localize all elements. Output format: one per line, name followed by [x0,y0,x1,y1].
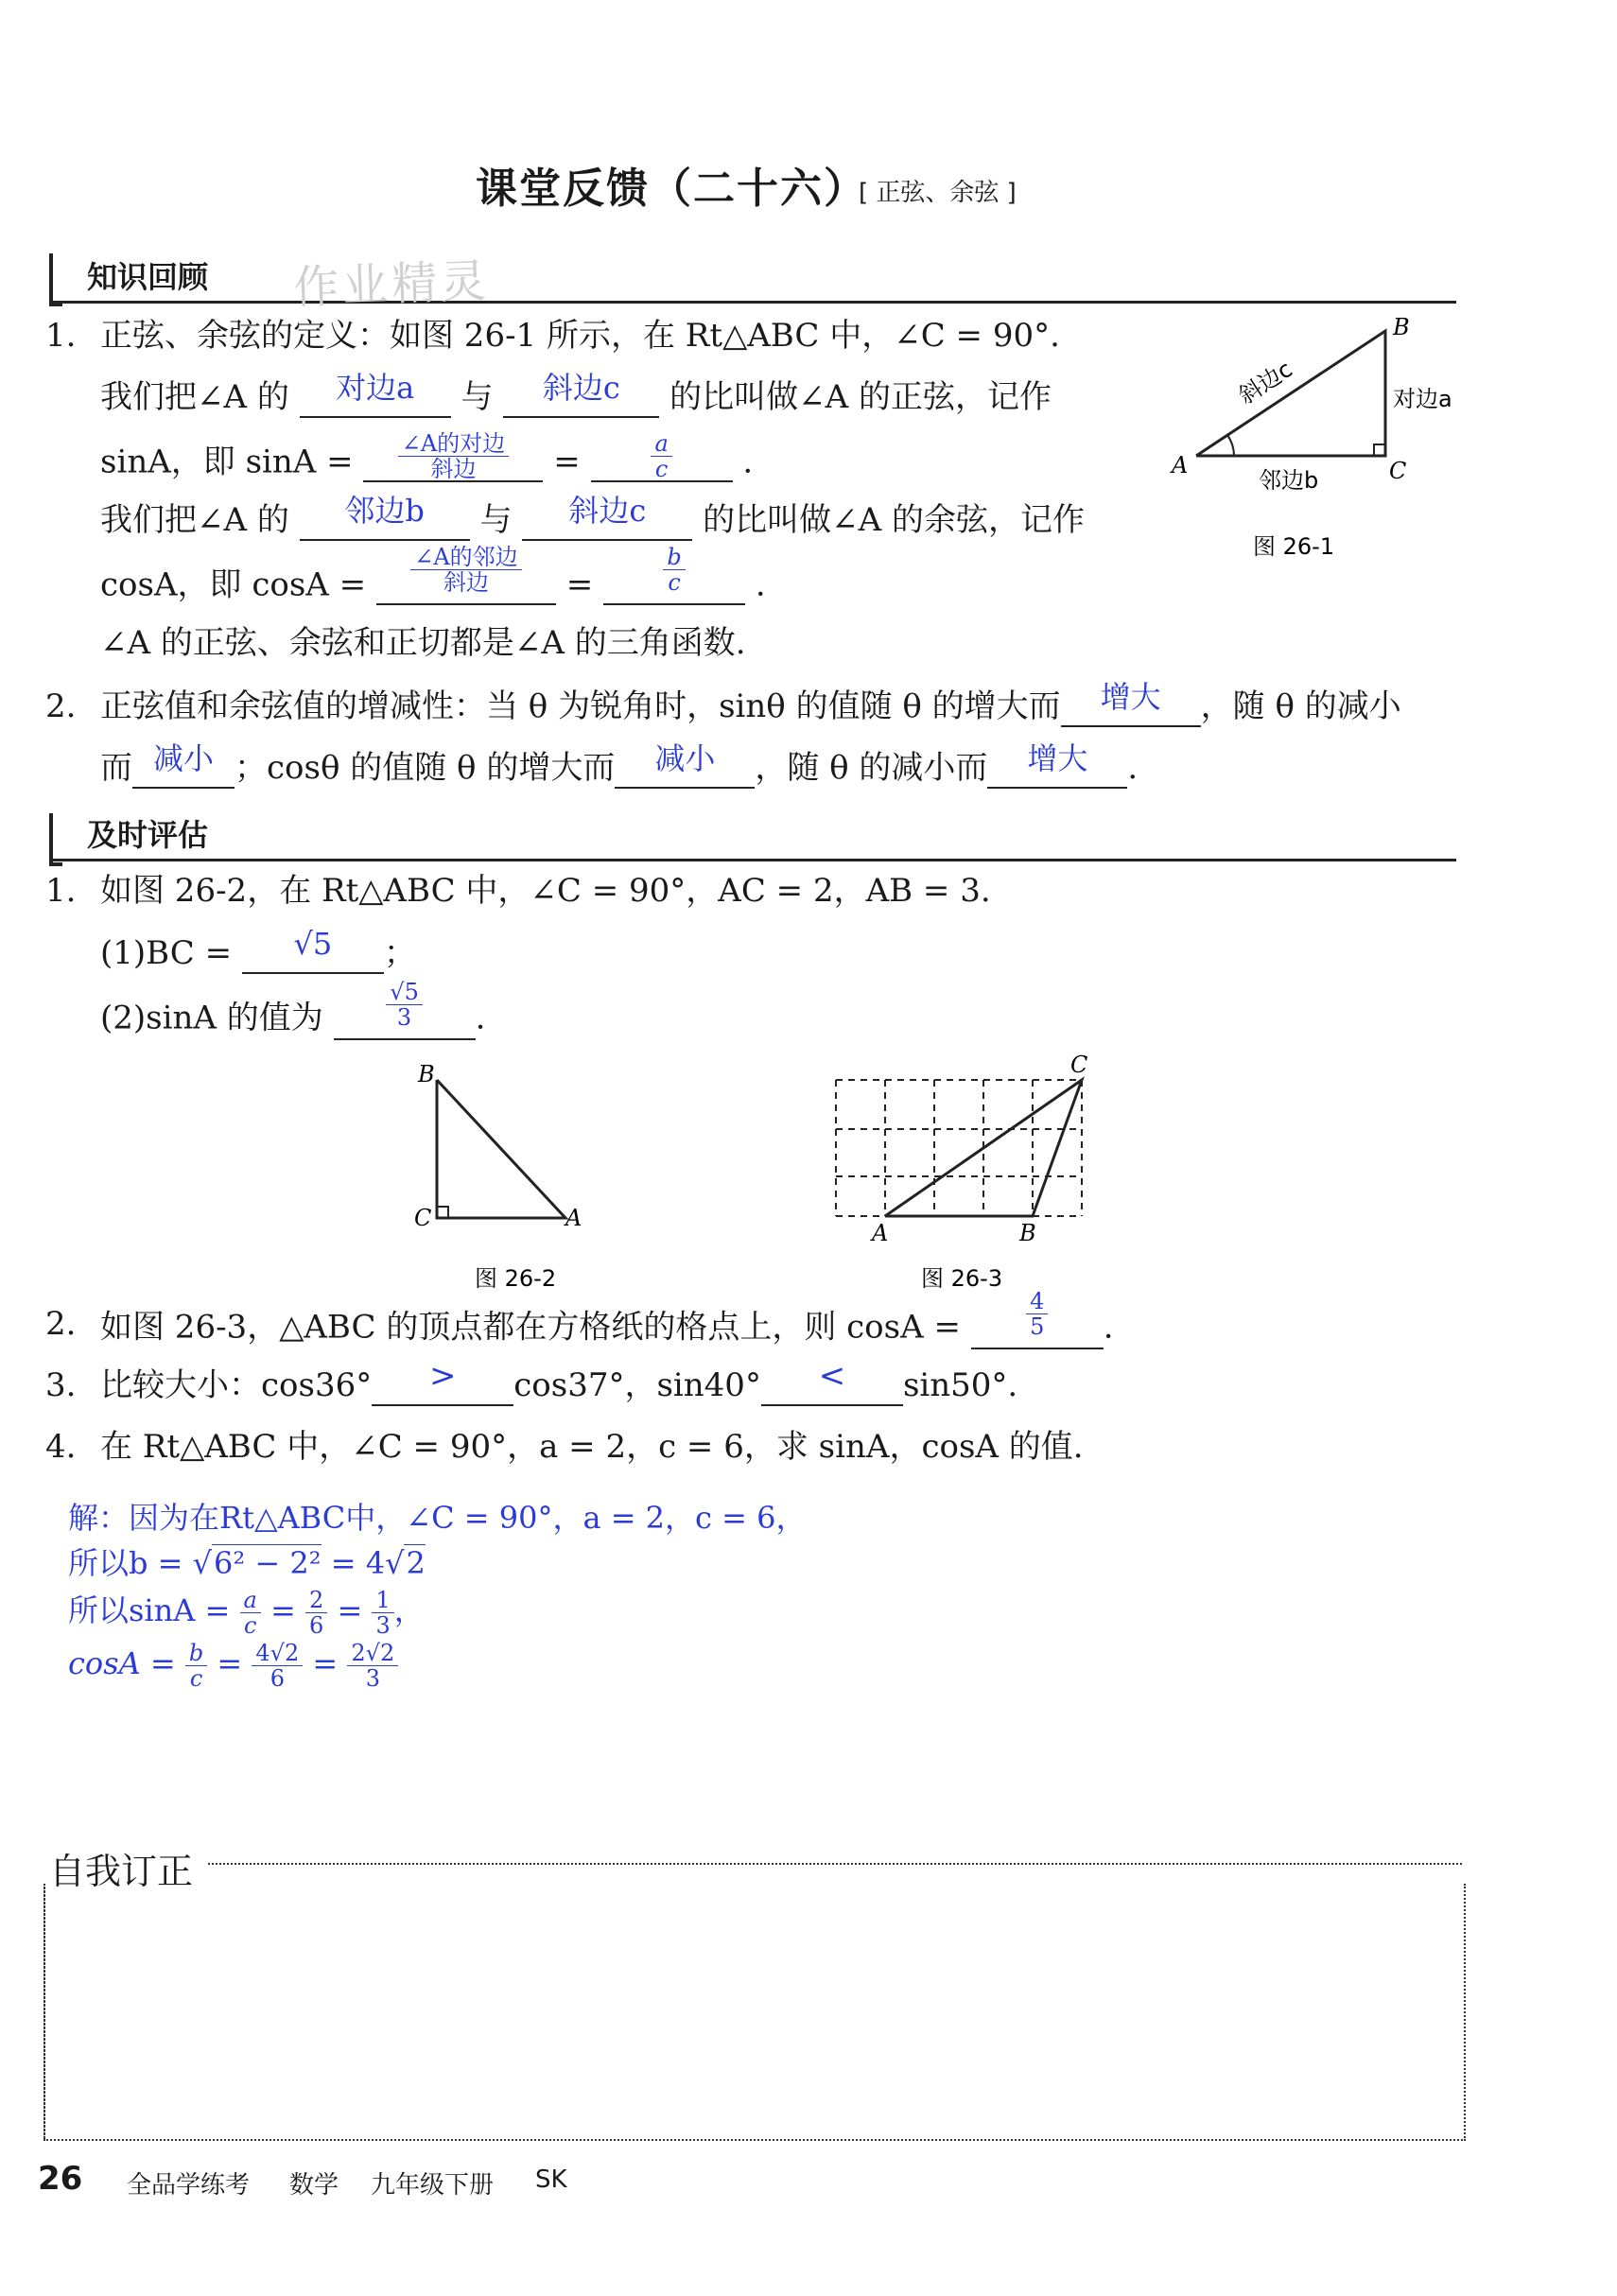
review-q2-line1: 正弦值和余弦值的增减性：当 θ 为锐角时，sinθ 的值随 θ 的增大而 增大 ，随 θ 的减小 [100,679,1401,725]
review-q1-summary: ∠A 的正弦、余弦和正切都是∠A 的三角函数. [100,624,746,662]
assess-q1-text: 如图 26-2，在 Rt△ABC 中，∠C = 90°，AC = 2，AB = 3. [100,872,991,910]
fig1-opp-label: 对边a [1393,386,1452,412]
figure-26-2 [407,1059,596,1296]
cos-formula-line: cosA，即 cosA = $\frac{\text{∠A的邻边}}{\text{斜边}}$ = $\frac{b}{c}$ . [100,544,766,604]
review-q2-num: 2. [45,687,77,725]
correction-box-left [43,1884,45,2139]
answer-blank-increase: 增大 [1100,679,1161,715]
cos-answer-fraction: $\frac{b}{c}$ [663,546,685,594]
page-title: 课堂反馈（二十六） [476,165,867,213]
section-title-correction: 自我订正 [49,1851,194,1892]
answer-blank-decrease2: 减小 [654,740,716,776]
fig1-label-A: A [1172,452,1189,478]
solution-line4: cosA = $\frac{b}{c}$ = $\frac{4√2}{6}$ = $\frac{2√2}{3}$ [68,1642,398,1690]
section-marker [49,253,62,306]
sin-def-line: 我们把∠A 的 对边a 与 斜边c 的比叫做∠A 的正弦，记作 [100,370,1052,416]
assess-q1-num: 1. [45,872,77,910]
section-title-assess: 及时评估 [87,817,209,853]
assess-q2-num: 2. [45,1305,77,1343]
answer-blank-hyp2: 斜边c [568,493,647,529]
solution-line3: 所以sinA = $\frac{a}{c}$ = $\frac{2}{6}$ = $\frac{1}{3}$ ， [68,1587,425,1639]
answer-blank-compare1: > [428,1357,457,1395]
assess-q2-line: 如图 26-3，△ABC 的顶点都在方格纸的格点上，则 cosA = $\frac{4}{5}$ . [100,1305,1114,1355]
answer-blank-adj: 邻边b [344,493,425,529]
answer-blank-bc: √5 [293,926,333,962]
answer-blank-compare2: < [818,1357,846,1395]
sin-ratio-fraction: $\frac{\text{∠A的对边}}{\text{斜边}}$ [398,432,509,480]
assess-q3-num: 3. [45,1366,77,1404]
fig3-label-B: B [1019,1220,1036,1246]
book-name: 全品学练考 [127,2171,251,2200]
watermark: 作业精灵 [292,254,492,315]
review-q1-num: 1. [45,317,77,355]
figure-26-1 [1158,312,1470,567]
cos-def-line: 我们把∠A 的 邻边b 与 斜边c 的比叫做∠A 的余弦，记作 [100,493,1085,539]
grade: 九年级下册 [371,2171,495,2200]
fig1-hyp-label: 斜边c [1234,356,1297,410]
fig3-caption: 图 26-3 [921,1265,1003,1292]
assess-q4-num: 4. [45,1428,77,1466]
fig1-label-C: C [1389,458,1407,484]
review-q2-line2: 而 减小 ；cosθ 的值随 θ 的增大而 减小 ，随 θ 的减小而 增大 . [100,740,1139,787]
fig2-label-B: B [418,1061,435,1087]
fig2-label-C: C [414,1205,432,1231]
solution-line1: 解：因为在Rt△ABC中，∠C = 90°，a = 2，c = 6， [68,1500,807,1536]
assess-q1-part1: (1)BC = √5 ； [100,926,416,972]
section-rule [49,301,1456,304]
figure-26-3 [823,1050,1106,1296]
subject: 数学 [289,2171,339,2200]
section-title-review: 知识回顾 [87,259,209,295]
page-number: 26 [38,2160,83,2198]
fig2-caption: 图 26-2 [475,1265,557,1292]
fig1-caption: 图 26-1 [1253,533,1335,560]
sin-answer-fraction: $\frac{a}{c}$ [651,432,671,480]
fig1-adj-label: 邻边b [1259,467,1319,494]
fig1-label-B: B [1393,314,1410,340]
sin-formula-line: sinA，即 sinA = $\frac{\text{∠A的对边}}{\text{斜边}}$ = $\frac{a}{c}$ . [100,430,754,482]
correction-box[interactable] [43,1884,1466,2141]
correction-top-rule [208,1863,1462,1865]
answer-blank-hyp: 斜边c [542,370,620,406]
section-rule [49,859,1456,861]
fig2-label-A: A [565,1205,582,1231]
review-q1-intro: 正弦、余弦的定义：如图 26-1 所示，在 Rt△ABC 中，∠C = 90°. [100,317,1060,355]
assess-q1-part2: (2)sinA 的值为 $\frac{√5}{3}$ . [100,996,485,1046]
cos-ratio-fraction: $\frac{\text{∠A的邻边}}{\text{斜边}}$ [410,546,521,594]
answer-blank-decrease1: 减小 [152,740,214,776]
solution-line2: 所以b = √6² − 2² = 4√2 [68,1545,426,1581]
assess-q3-line: 比较大小：cos36° > cos37°，sin40° < sin50°. [100,1357,1018,1404]
topic-tag: [ 正弦、余弦 ] [859,179,1017,207]
fig3-label-A: A [872,1220,889,1246]
assess-q4-text: 在 Rt△ABC 中，∠C = 90°，a = 2，c = 6，求 sinA，cosA 的值. [100,1428,1084,1466]
answer-blank-sinA: $\frac{√5}{3}$ [386,981,423,1029]
answer-blank-cosA: $\frac{4}{5}$ [1026,1290,1048,1338]
answer-blank-increase2: 增大 [1027,740,1088,776]
edition: SK [535,2166,567,2194]
answer-blank-opp: 对边a [336,370,415,406]
fig3-label-C: C [1070,1052,1088,1078]
